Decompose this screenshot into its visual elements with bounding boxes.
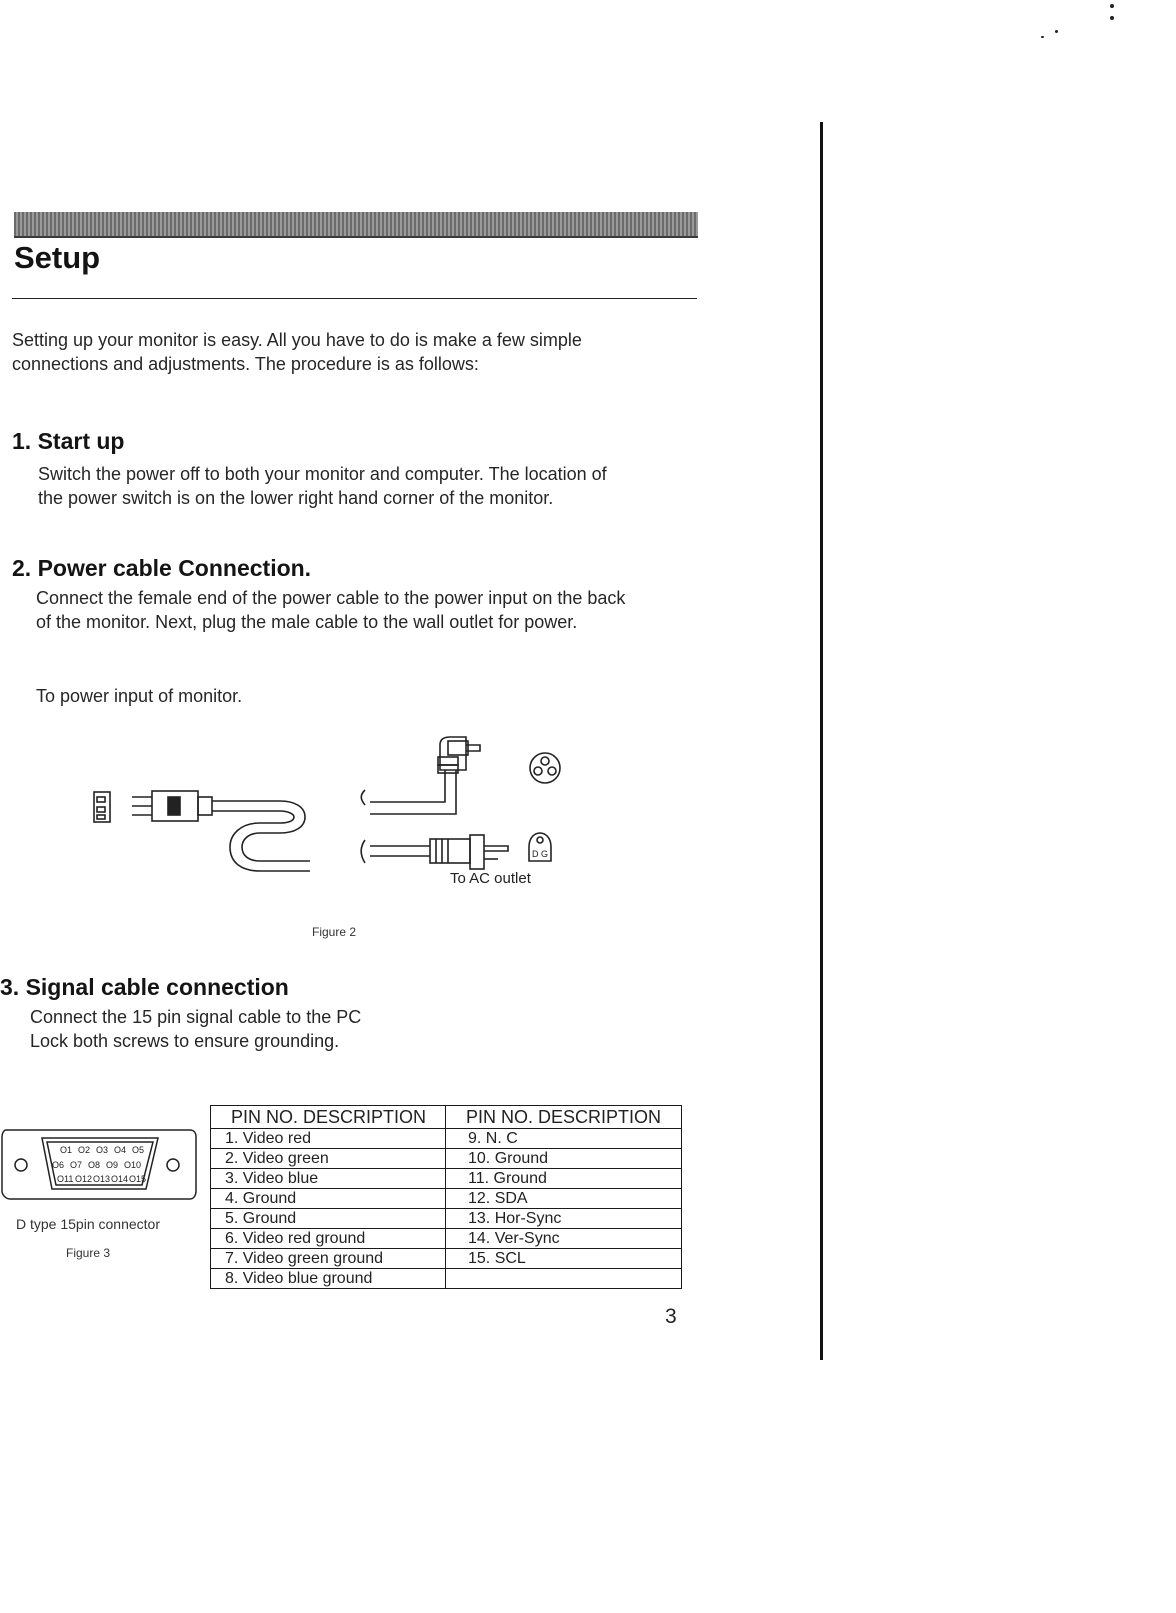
svg-text:O9: O9: [106, 1160, 119, 1170]
pin-cell: 9. N. C: [446, 1129, 682, 1149]
angled-plug-icon: [370, 737, 560, 814]
svg-text:O1: O1: [60, 1145, 73, 1155]
svg-text:O10: O10: [124, 1160, 142, 1170]
monitor-socket-icon: [94, 792, 110, 822]
pin-cell: 10. Ground: [446, 1149, 682, 1169]
pin-cell: 8. Video blue ground: [211, 1269, 446, 1289]
pin-cell: 11. Ground: [446, 1169, 682, 1189]
screw-left-icon: [15, 1159, 27, 1171]
step-1-heading: 1. Start up: [12, 428, 125, 454]
scan-speck: [1110, 4, 1114, 8]
svg-text:O4: O4: [114, 1145, 127, 1155]
svg-text:O12: O12: [75, 1174, 93, 1184]
svg-text:O7: O7: [70, 1160, 83, 1170]
svg-text:O13: O13: [93, 1174, 111, 1184]
svg-text:O8: O8: [88, 1160, 101, 1170]
page-number: 3: [665, 1305, 677, 1328]
svg-text:D G: D G: [532, 849, 549, 859]
step-1-body: Switch the power off to both your monitor and computer. The location of the power switch is on the lower right hand corner of the monitor.: [38, 464, 607, 508]
page-edge-line: [820, 122, 823, 1360]
to-ac-outlet-label: To AC outlet: [450, 870, 531, 885]
column-header: PIN NO. DESCRIPTION: [211, 1106, 446, 1129]
d-sub-connector-diagram: [0, 1125, 200, 1205]
page-title: Setup: [14, 240, 101, 275]
pin-cell: 15. SCL: [446, 1249, 682, 1269]
table-row: [211, 1169, 682, 1189]
svg-text:O11: O11: [57, 1174, 74, 1184]
pin-cell: 2. Video green: [211, 1149, 446, 1169]
svg-text:O14: O14: [111, 1174, 129, 1184]
intro-paragraph: Setting up your monitor is easy. All you have to do is make a few simple connections and adjustments. The procedure is as follows:: [12, 330, 582, 374]
scan-speck: [1110, 16, 1114, 20]
svg-text:O6: O6: [52, 1160, 65, 1170]
svg-text:O15: O15: [129, 1174, 147, 1184]
title-rule: [12, 298, 697, 299]
pin-cell: 4. Ground: [211, 1189, 446, 1209]
step-3-body-line-1: Connect the 15 pin signal cable to the PC: [30, 1007, 362, 1027]
scan-speck: [1055, 30, 1058, 33]
step-2-note: To power input of monitor.: [36, 686, 243, 706]
step-2-heading: 2. Power cable Connection.: [12, 555, 312, 581]
connector-label: D type 15pin connector: [16, 1216, 160, 1232]
svg-text:O2: O2: [78, 1145, 91, 1155]
pin-description-table: [210, 1105, 682, 1289]
pin-cell: 6. Video red ground: [211, 1229, 446, 1249]
table-row: [211, 1229, 682, 1249]
female-connector-icon: [132, 791, 212, 821]
pin-cell: 3. Video blue: [211, 1169, 446, 1189]
column-header: PIN NO. DESCRIPTION: [446, 1106, 682, 1129]
table-row: [211, 1249, 682, 1269]
figure-2-caption: Figure 2: [312, 925, 357, 939]
scan-speck: [1041, 36, 1044, 38]
svg-text:O5: O5: [132, 1145, 145, 1155]
step-3-body-line-2: Lock both screws to ensure grounding.: [30, 1031, 340, 1051]
power-cable-illustration: [80, 735, 600, 885]
pin-cell: 12. SDA: [446, 1189, 682, 1209]
table-row: [211, 1149, 682, 1169]
pin-cell: 14. Ver-Sync: [446, 1229, 682, 1249]
table-row: [211, 1209, 682, 1229]
table-row: [211, 1129, 682, 1149]
svg-text:O3: O3: [96, 1145, 109, 1155]
pin-cell: [446, 1269, 682, 1289]
step-2-body: Connect the female end of the power cable to the power input on the back of the monitor. Next, plug the male cable to the wall outlet for power.: [36, 588, 626, 632]
step-3-heading: 3. Signal cable connection: [0, 974, 289, 1000]
power-cord-loop: [212, 801, 310, 871]
figure-3-caption: Figure 3: [66, 1246, 111, 1260]
section-header-bar: [14, 212, 698, 238]
pin-cell: 5. Ground: [211, 1209, 446, 1229]
table-header-row: [211, 1106, 682, 1129]
table-row: [211, 1269, 682, 1289]
table-row: [211, 1189, 682, 1209]
pin-cell: 7. Video green ground: [211, 1249, 446, 1269]
pin-cell: 1. Video red: [211, 1129, 446, 1149]
screw-right-icon: [167, 1159, 179, 1171]
pin-cell: 13. Hor-Sync: [446, 1209, 682, 1229]
